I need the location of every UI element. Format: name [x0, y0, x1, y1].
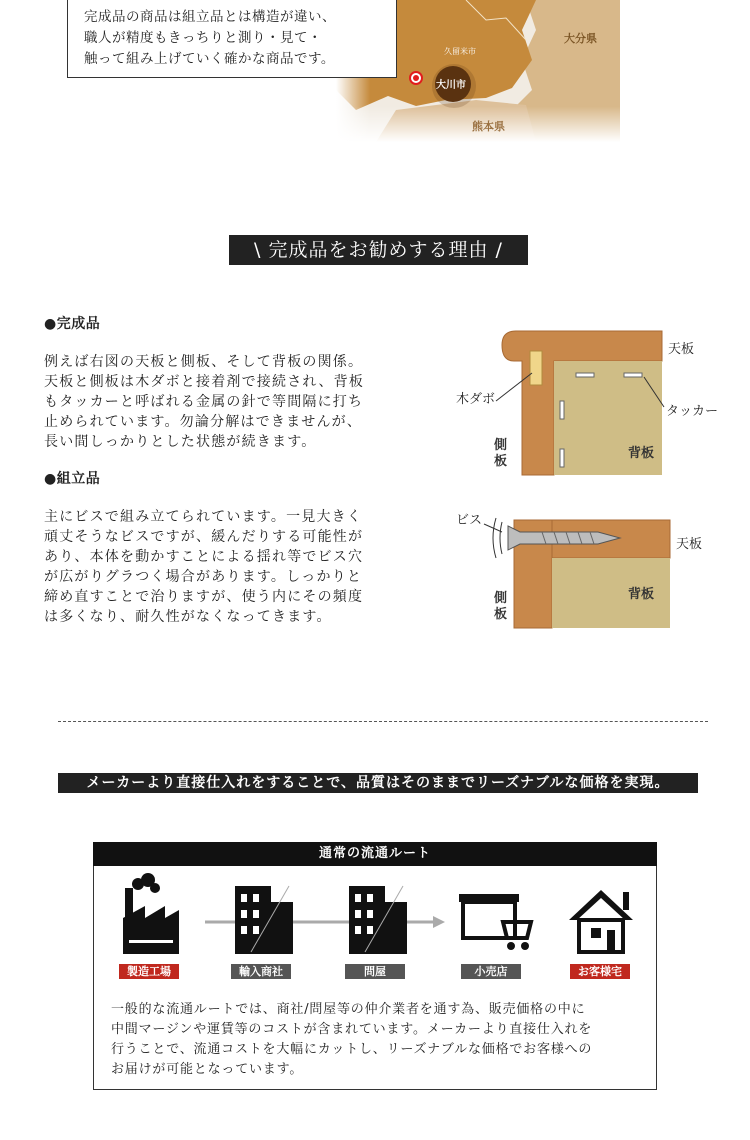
finished-heading: ●完成品: [44, 316, 101, 332]
intro-line: 完成品の商品は組立品とは構造が違い、: [84, 9, 336, 25]
diagram2-screw-label: ビス: [456, 513, 483, 528]
section-divider: [58, 721, 708, 722]
assembled-paragraph: [44, 507, 404, 627]
finished-paragraph: [44, 352, 404, 452]
route-line: 行うことで、流通コストを大幅にカットし、リーズナブルな価格でお客様への: [111, 1042, 593, 1057]
okawa-label: 大川市: [436, 80, 466, 91]
diagram2-side-label: 側: [494, 591, 508, 606]
assembled-line: 主にビスで組み立てられています。一見大きく: [44, 509, 363, 525]
price-banner: メーカーより直接仕入れをすることで、品質はそのままでリーズナブルな価格を実現。: [58, 773, 698, 793]
route-step-importer: 輸入商社: [231, 964, 291, 979]
assembled-line: が広がりグラつく場合があります。しっかりと: [44, 569, 363, 585]
route-title: 通常の流通ルート: [93, 842, 657, 866]
building-icon: [349, 886, 407, 954]
kurume-label: 久留米市: [444, 47, 476, 56]
finished-line: 例えば右図の天板と側板、そして背板の関係。: [44, 354, 364, 370]
diagram2-top-label: 天板: [676, 537, 703, 552]
dowel-shape: [530, 351, 542, 385]
section-heading: \ 完成品をお勧めする理由 /: [229, 235, 528, 265]
diagram2-back-label: 背板: [628, 587, 655, 602]
route-line: 中間マージンや運賃等のコストが含まれています。メーカーより直接仕入れを: [111, 1022, 593, 1037]
assembled-heading: ●組立品: [44, 471, 101, 487]
finished-line: 長い間しっかりとした状態が続きます。: [44, 434, 317, 450]
route-step-factory: 製造工場: [119, 964, 179, 979]
factory-icon: [123, 873, 179, 954]
diagram1-back-label: 背板: [628, 446, 655, 461]
route-icons: [93, 866, 657, 966]
intro-textbox: [67, 0, 397, 78]
diagram1-side-label: 板: [494, 454, 508, 469]
route-line: 一般的な流通ルートでは、商社/問屋等の仲介業者を通す為、販売価格の中に: [111, 1002, 586, 1017]
intro-line: 触って組み上げていく確かな商品です。: [84, 51, 335, 67]
kumamoto-label: 熊本県: [472, 120, 505, 133]
assembled-line: あり、本体を動かすことによる揺れ等でビス穴: [44, 549, 364, 565]
store-icon: [459, 894, 531, 950]
house-icon: [569, 890, 633, 952]
diagram1-top-label: 天板: [668, 342, 695, 357]
assembled-line: は多くなり、耐久性がなくなってきます。: [44, 609, 332, 625]
intro-line: 職人が精度もきっちりと測り・見て・: [84, 30, 322, 46]
diagram2-side-label: 板: [494, 607, 508, 622]
route-step-wholesaler: 問屋: [345, 964, 405, 979]
route-step-retailer: 小売店: [461, 964, 521, 979]
diagram1-tacker-label: タッカー: [666, 404, 719, 419]
assembled-line: 締め直すことで治りますが、使う内にその頻度: [44, 589, 364, 605]
route-step-customer: お客様宅: [570, 964, 630, 979]
finished-line: 天板と側板は木ダボと接着剤で接続され、背板: [44, 374, 365, 390]
diagram1-dowel-label: 木ダボ: [456, 392, 496, 407]
building-icon: [235, 886, 293, 954]
finished-structure-diagram: [450, 325, 730, 480]
diagram1-side-label: 側: [494, 438, 508, 453]
assembled-structure-diagram: [450, 502, 730, 630]
route-line: お届けが可能となっています。: [111, 1062, 304, 1077]
route-description: [111, 1000, 651, 1080]
assembled-line: 頑丈そうなビスですが、緩んだりする可能性が: [44, 529, 364, 545]
oita-label: 大分県: [564, 32, 597, 45]
finished-line: もタッカーと呼ばれる金属の針で等間隔に打ち: [44, 394, 364, 410]
finished-line: 止められています。勿論分解はできませんが、: [44, 414, 363, 430]
